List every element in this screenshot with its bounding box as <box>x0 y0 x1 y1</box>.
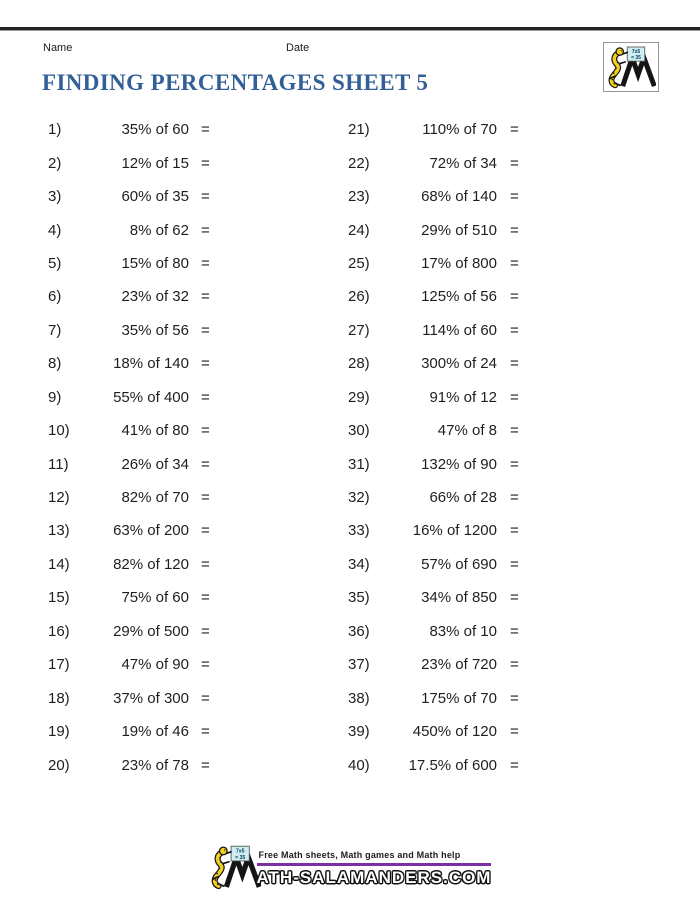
problem-number: 15) <box>48 589 70 607</box>
equals-sign: = <box>201 622 210 640</box>
equals-sign: = <box>201 589 210 607</box>
problem-row <box>300 314 700 347</box>
equals-sign: = <box>510 555 519 573</box>
problem-expression: 23% of 32 <box>121 288 189 306</box>
problem-number: 25) <box>348 254 370 272</box>
footer-brand <box>0 844 700 890</box>
equals-sign: = <box>510 154 519 172</box>
equals-sign: = <box>510 422 519 440</box>
problems-column-right <box>300 113 700 782</box>
problem-expression: 35% of 56 <box>121 321 189 339</box>
problem-number: 11) <box>48 455 69 473</box>
problem-row <box>300 748 700 781</box>
problem-expression: 300% of 24 <box>421 355 497 373</box>
problem-number: 40) <box>348 756 370 774</box>
problem-row <box>300 213 700 246</box>
header-rule <box>0 27 700 31</box>
problems-column-left <box>0 113 300 782</box>
equals-sign: = <box>510 355 519 373</box>
footer-wordmark-text: ATH-SALAMANDERS.COM <box>256 868 492 887</box>
problem-row <box>300 247 700 280</box>
problem-row <box>0 180 300 213</box>
problem-expression: 175% of 70 <box>421 689 497 707</box>
problem-expression: 29% of 500 <box>113 622 189 640</box>
equals-sign: = <box>510 656 519 674</box>
problem-expression: 132% of 90 <box>421 455 497 473</box>
problem-row <box>0 146 300 179</box>
problem-expression: 114% of 60 <box>422 321 497 339</box>
problem-number: 32) <box>348 489 370 507</box>
equals-sign: = <box>201 689 210 707</box>
problem-row <box>0 347 300 380</box>
problem-number: 29) <box>348 388 370 406</box>
problem-row <box>0 715 300 748</box>
problem-expression: 55% of 400 <box>113 388 189 406</box>
corner-logo <box>603 42 659 92</box>
equals-sign: = <box>201 388 210 406</box>
name-label: Name <box>43 42 73 54</box>
problem-number: 21) <box>348 121 370 139</box>
problem-row <box>0 748 300 781</box>
equals-sign: = <box>510 388 519 406</box>
problem-expression: 75% of 60 <box>121 589 189 607</box>
problem-expression: 34% of 850 <box>421 589 497 607</box>
problem-expression: 60% of 35 <box>121 188 189 206</box>
equals-sign: = <box>510 622 519 640</box>
equals-sign: = <box>510 254 519 272</box>
problem-row <box>0 314 300 347</box>
problem-expression: 91% of 12 <box>429 388 497 406</box>
problem-row <box>300 481 700 514</box>
problem-number: 17) <box>48 656 70 674</box>
problem-row <box>300 447 700 480</box>
problem-number: 22) <box>348 154 370 172</box>
equals-sign: = <box>510 221 519 239</box>
problem-row <box>0 615 300 648</box>
problem-row <box>300 548 700 581</box>
problem-row <box>0 481 300 514</box>
problem-row <box>0 514 300 547</box>
problem-number: 18) <box>48 689 70 707</box>
problem-row <box>0 113 300 146</box>
problem-expression: 35% of 60 <box>121 121 189 139</box>
problem-expression: 68% of 140 <box>421 188 497 206</box>
problem-number: 35) <box>348 589 370 607</box>
problem-number: 34) <box>348 555 370 573</box>
problem-row <box>300 347 700 380</box>
problem-row <box>300 381 700 414</box>
equals-sign: = <box>510 723 519 741</box>
problem-number: 2) <box>48 154 62 172</box>
equals-sign: = <box>201 154 210 172</box>
equals-sign: = <box>510 121 519 139</box>
equals-sign: = <box>201 121 210 139</box>
problem-expression: 29% of 510 <box>421 221 497 239</box>
equals-sign: = <box>510 288 519 306</box>
problem-number: 14) <box>48 555 70 573</box>
footer-text-block <box>257 850 492 888</box>
problem-number: 20) <box>48 756 70 774</box>
problem-row <box>300 648 700 681</box>
problem-number: 10) <box>48 422 70 440</box>
date-label: Date <box>286 42 310 54</box>
problem-number: 7) <box>48 321 62 339</box>
equals-sign: = <box>510 589 519 607</box>
equals-sign: = <box>201 656 210 674</box>
problem-expression: 17.5% of 600 <box>408 756 497 774</box>
problem-expression: 66% of 28 <box>429 489 497 507</box>
equals-sign: = <box>510 321 519 339</box>
problem-row <box>0 414 300 447</box>
problem-expression: 57% of 690 <box>421 555 497 573</box>
equals-sign: = <box>510 188 519 206</box>
problem-expression: 63% of 200 <box>113 522 189 540</box>
problem-row <box>300 615 700 648</box>
problem-number: 28) <box>348 355 370 373</box>
problem-row <box>300 414 700 447</box>
equals-sign: = <box>510 522 519 540</box>
equals-sign: = <box>201 422 210 440</box>
problem-number: 30) <box>348 422 370 440</box>
problem-number: 6) <box>48 288 62 306</box>
problem-expression: 47% of 8 <box>437 422 497 440</box>
problem-expression: 23% of 78 <box>121 756 189 774</box>
problem-number: 12) <box>48 489 70 507</box>
equals-sign: = <box>510 756 519 774</box>
problem-expression: 82% of 70 <box>121 489 189 507</box>
equals-sign: = <box>201 489 210 507</box>
problem-expression: 19% of 46 <box>121 723 189 741</box>
equals-sign: = <box>510 689 519 707</box>
footer-logo <box>209 844 261 890</box>
problem-number: 31) <box>348 455 370 473</box>
problem-expression: 125% of 56 <box>421 288 497 306</box>
problem-number: 19) <box>48 723 70 741</box>
problem-row <box>300 715 700 748</box>
problem-expression: 37% of 300 <box>113 689 189 707</box>
problem-number: 9) <box>48 388 62 406</box>
problem-row <box>0 681 300 714</box>
problem-row <box>300 514 700 547</box>
problem-number: 36) <box>348 622 370 640</box>
problem-row <box>0 280 300 313</box>
problem-expression: 17% of 800 <box>421 254 497 272</box>
problem-expression: 23% of 720 <box>421 656 497 674</box>
problem-row <box>300 681 700 714</box>
problem-row <box>0 247 300 280</box>
problem-number: 23) <box>348 188 370 206</box>
problem-number: 4) <box>48 221 62 239</box>
problem-row <box>300 581 700 614</box>
equals-sign: = <box>510 489 519 507</box>
equals-sign: = <box>201 756 210 774</box>
problem-number: 5) <box>48 254 62 272</box>
equals-sign: = <box>201 288 210 306</box>
equals-sign: = <box>201 455 210 473</box>
equals-sign: = <box>201 254 210 272</box>
equals-sign: = <box>201 221 210 239</box>
equals-sign: = <box>201 188 210 206</box>
equals-sign: = <box>201 522 210 540</box>
problem-expression: 83% of 10 <box>429 622 497 640</box>
problem-expression: 41% of 80 <box>121 422 189 440</box>
equals-sign: = <box>510 455 519 473</box>
salamander-logo-small <box>606 45 656 89</box>
problem-row <box>0 548 300 581</box>
problem-number: 1) <box>48 121 62 139</box>
equals-sign: = <box>201 555 210 573</box>
problem-expression: 110% of 70 <box>422 121 497 139</box>
problem-number: 16) <box>48 622 70 640</box>
problem-row <box>0 213 300 246</box>
problem-number: 33) <box>348 522 370 540</box>
problem-row <box>300 113 700 146</box>
problem-expression: 26% of 34 <box>121 455 189 473</box>
problem-number: 39) <box>348 723 370 741</box>
problem-number: 26) <box>348 288 370 306</box>
problem-row <box>300 146 700 179</box>
equals-sign: = <box>201 723 210 741</box>
problem-number: 8) <box>48 355 62 373</box>
equals-sign: = <box>201 355 210 373</box>
problem-expression: 12% of 15 <box>121 154 189 172</box>
problem-expression: 82% of 120 <box>113 555 189 573</box>
problem-number: 38) <box>348 689 370 707</box>
problem-row <box>0 381 300 414</box>
equals-sign: = <box>201 321 210 339</box>
problem-row <box>0 648 300 681</box>
problem-number: 13) <box>48 522 70 540</box>
problem-row <box>0 581 300 614</box>
problem-number: 37) <box>348 656 370 674</box>
page-title: FINDING PERCENTAGES SHEET 5 <box>42 70 429 95</box>
problem-row <box>0 447 300 480</box>
problem-expression: 47% of 90 <box>121 656 189 674</box>
problem-expression: 18% of 140 <box>113 355 189 373</box>
salamander-logo-footer <box>209 844 261 890</box>
problem-expression: 8% of 62 <box>129 221 189 239</box>
problem-expression: 450% of 120 <box>412 723 497 741</box>
problem-expression: 72% of 34 <box>429 154 497 172</box>
problem-number: 24) <box>348 221 370 239</box>
problem-row <box>300 280 700 313</box>
problem-expression: 15% of 80 <box>121 254 189 272</box>
footer-tagline: Free Math sheets, Math games and Math help <box>257 850 492 866</box>
problem-number: 27) <box>348 321 370 339</box>
problem-row <box>300 180 700 213</box>
problem-number: 3) <box>48 188 62 206</box>
problem-expression: 16% of 1200 <box>412 522 497 540</box>
